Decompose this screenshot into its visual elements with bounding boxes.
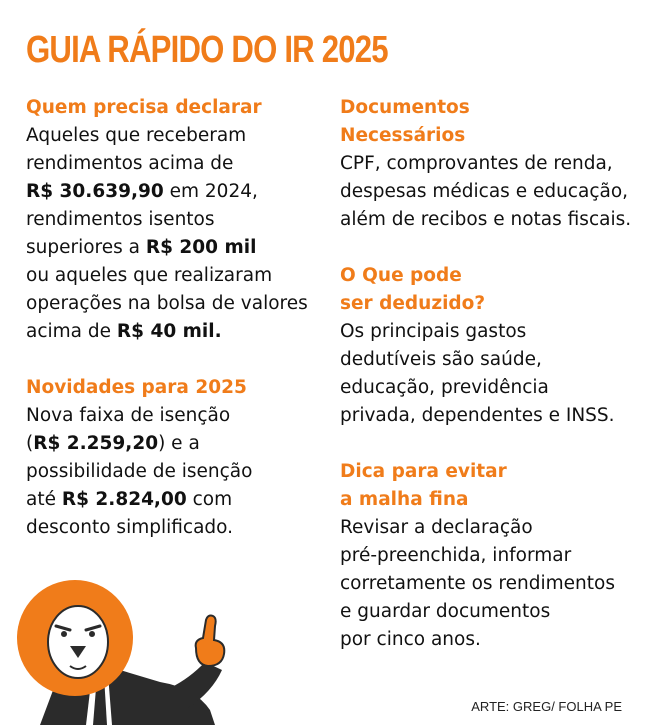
highlight-value: R$ 30.639,90 [26, 181, 164, 202]
text-line: dedutíveis são saúde, [340, 349, 542, 370]
text-line [26, 178, 326, 206]
section-heading [340, 458, 640, 514]
text-line [26, 150, 326, 178]
text-run: ( [26, 433, 34, 454]
text-run: superiores a [26, 237, 146, 258]
text-line [26, 262, 326, 290]
section-body [340, 318, 640, 430]
section-heading: Novidades para 2025 [26, 377, 247, 398]
section-body [340, 514, 640, 654]
text-run: rendimentos isentos [26, 209, 215, 230]
text-line: privada, dependentes e INSS. [340, 405, 615, 426]
text-line: pré-preenchida, informar [340, 545, 572, 566]
section-deductions [340, 262, 640, 430]
section-news-2025 [26, 374, 326, 542]
text-run: Nova faixa de isenção [26, 405, 231, 426]
page-title: GUIA RÁPIDO DO IR 2025 [26, 29, 388, 71]
highlight-value: R$ 200 mil [145, 237, 257, 258]
lion-face [48, 606, 108, 678]
heading-line: Necessários [340, 125, 466, 146]
text-line [26, 514, 326, 542]
text-line: Os principais gastos [340, 321, 527, 342]
heading-line: Documentos [340, 97, 470, 118]
text-run: desconto simplificado. [26, 517, 234, 538]
heading-line: Dica para evitar [340, 461, 507, 482]
text-run: rendimentos acima de [26, 153, 234, 174]
lion-mascot-illustration [0, 570, 270, 725]
section-body [26, 402, 326, 542]
text-line [26, 486, 326, 514]
text-line [26, 458, 326, 486]
section-who-must-declare [26, 94, 326, 346]
text-line [26, 206, 326, 234]
text-line [26, 402, 326, 430]
text-line: despesas médicas e educação, [340, 181, 629, 202]
text-run: até [26, 489, 62, 510]
highlight-value: R$ 40 mil. [116, 321, 222, 342]
text-run: em 2024, [163, 181, 258, 202]
text-run: ) e a [158, 433, 200, 454]
text-line: educação, previdência [340, 377, 549, 398]
text-line: além de recibos e notas fiscais. [340, 209, 632, 230]
text-run: operações na bolsa de valores [26, 293, 308, 314]
text-line: CPF, comprovantes de renda, [340, 153, 613, 174]
text-line: Revisar a declaração [340, 517, 533, 538]
right-column [340, 94, 640, 654]
art-credit: ARTE: GREG/ FOLHA PE [471, 699, 622, 714]
text-line: por cinco anos. [340, 629, 481, 650]
heading-line: ser deduzido? [340, 293, 486, 314]
lion-hand [196, 616, 225, 667]
section-body [340, 150, 640, 234]
text-line [26, 234, 326, 262]
highlight-value: R$ 2.824,00 [61, 489, 187, 510]
section-heading [340, 94, 640, 150]
text-line [26, 318, 326, 346]
text-run: Aqueles que receberam [26, 125, 247, 146]
section-heading [340, 262, 640, 318]
section-heading: Quem precisa declarar [26, 97, 262, 118]
section-body [26, 122, 326, 346]
text-run: acima de [26, 321, 117, 342]
heading-line: a malha fina [340, 489, 469, 510]
text-run: com [186, 489, 233, 510]
text-line: corretamente os rendimentos [340, 573, 615, 594]
text-line: e guardar documentos [340, 601, 551, 622]
highlight-value: R$ 2.259,20 [33, 433, 159, 454]
text-line [26, 122, 326, 150]
left-column [26, 94, 326, 542]
heading-line: O Que pode [340, 265, 462, 286]
text-run: possibilidade de isenção [26, 461, 253, 482]
text-run: ou aqueles que realizaram [26, 265, 273, 286]
section-documents [340, 94, 640, 234]
text-line [26, 290, 326, 318]
text-line [26, 430, 326, 458]
section-tip [340, 458, 640, 654]
